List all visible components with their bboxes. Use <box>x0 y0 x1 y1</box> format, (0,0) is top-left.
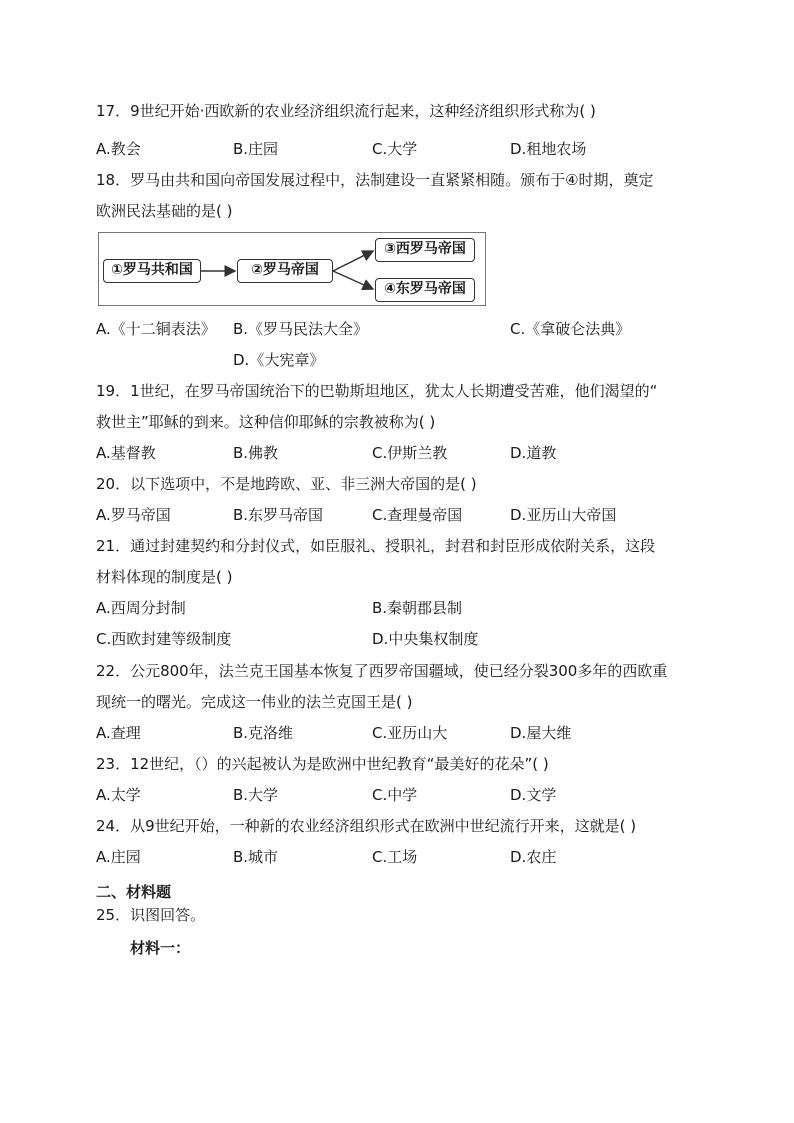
material-one-label: 材料一： <box>130 939 191 957</box>
q21-option-d: D.中央集权制度 <box>372 630 479 648</box>
q21-stem-line2: 材料体现的制度是( ) <box>96 568 233 586</box>
q21-option-a: A.西周分封制 <box>96 599 186 617</box>
box-western-roman-empire: ③西罗马帝国 <box>375 238 475 262</box>
q24-option-b: B.城市 <box>233 848 279 866</box>
q20-stem: 20．以下选项中，不是地跨欧、亚、非三洲大帝国的是( ) <box>96 475 477 493</box>
q18-option-c: C.《拿破仑法典》 <box>510 320 631 338</box>
q17-option-c: C.大学 <box>372 140 418 158</box>
q18-option-d: D.《大宪章》 <box>233 351 325 369</box>
q23-option-a: A.太学 <box>96 786 141 804</box>
q18-stem-line1: 18．罗马由共和国向帝国发展过程中，法制建设一直紧紧相随。颁布于④时期，奠定 <box>96 171 654 189</box>
q19-stem-line1: 19．1世纪，在罗马帝国统治下的巴勒斯坦地区，犹太人长期遭受苦难，他们渴望的“ <box>96 382 658 400</box>
q24-stem: 24．从9世纪开始，一种新的农业经济组织形式在欧洲中世纪流行开来，这就是( ) <box>96 817 637 835</box>
q21-option-b: B.秦朝郡县制 <box>372 599 463 617</box>
q22-stem-line1: 22．公元800年，法兰克王国基本恢复了西罗帝国疆域，使已经分裂300多年的西欧重 <box>96 662 668 680</box>
box-roman-empire: ②罗马帝国 <box>237 259 333 283</box>
q18-stem-line2: 欧洲民法基础的是( ) <box>96 202 233 220</box>
q24-option-d: D.农庄 <box>510 848 557 866</box>
q22-option-d: D.屋大维 <box>510 724 572 742</box>
arrow-2-to-4 <box>333 271 373 289</box>
arrow-2-to-3 <box>333 251 373 271</box>
section-heading-material: 二、材料题 <box>96 883 172 901</box>
q20-option-a: A.罗马帝国 <box>96 506 171 524</box>
q24-option-a: A.庄园 <box>96 848 141 866</box>
q23-stem: 23．12世纪，（）的兴起被认为是欧洲中世纪教育“最美好的花朵”( ) <box>96 755 549 773</box>
q17-option-a: A.教会 <box>96 140 141 158</box>
q17-option-d: D.租地农场 <box>510 140 587 158</box>
q23-option-c: C.中学 <box>372 786 418 804</box>
q25-stem: 25．识图回答。 <box>96 906 206 924</box>
q21-option-c: C.西欧封建等级制度 <box>96 630 232 648</box>
q24-option-c: C.工场 <box>372 848 418 866</box>
q22-option-a: A.查理 <box>96 724 141 742</box>
q19-stem-line2: 救世主”耶稣的到来。这种信仰耶稣的宗教被称为( ) <box>96 413 436 431</box>
q23-option-d: D.文学 <box>510 786 557 804</box>
q19-option-d: D.道教 <box>510 444 557 462</box>
q22-option-c: C.亚历山大 <box>372 724 448 742</box>
q18-option-a: A.《十二铜表法》 <box>96 320 216 338</box>
q17-option-b: B.庄园 <box>233 140 279 158</box>
box-eastern-roman-empire: ④东罗马帝国 <box>375 278 475 302</box>
q19-option-b: B.佛教 <box>233 444 279 462</box>
q20-option-d: D.亚历山大帝国 <box>510 506 617 524</box>
q22-option-b: B.克洛维 <box>233 724 294 742</box>
q23-option-b: B.大学 <box>233 786 279 804</box>
box-roman-republic: ①罗马共和国 <box>103 259 201 283</box>
roman-empire-flow-diagram <box>98 232 486 306</box>
q22-stem-line2: 现统一的曙光。完成这一伟业的法兰克国王是( ) <box>96 693 413 711</box>
q21-stem-line1: 21．通过封建契约和分封仪式，如臣服礼、授职礼，封君和封臣形成依附关系，这段 <box>96 537 656 555</box>
q19-option-c: C.伊斯兰教 <box>372 444 448 462</box>
q20-option-b: B.东罗马帝国 <box>233 506 324 524</box>
q19-option-a: A.基督教 <box>96 444 156 462</box>
q20-option-c: C.查理曼帝国 <box>372 506 463 524</box>
q18-option-b: B.《罗马民法大全》 <box>233 320 369 338</box>
q17-stem: 17．9世纪开始·西欧新的农业经济组织流行起来，这种经济组织形式称为( ) <box>96 102 596 120</box>
